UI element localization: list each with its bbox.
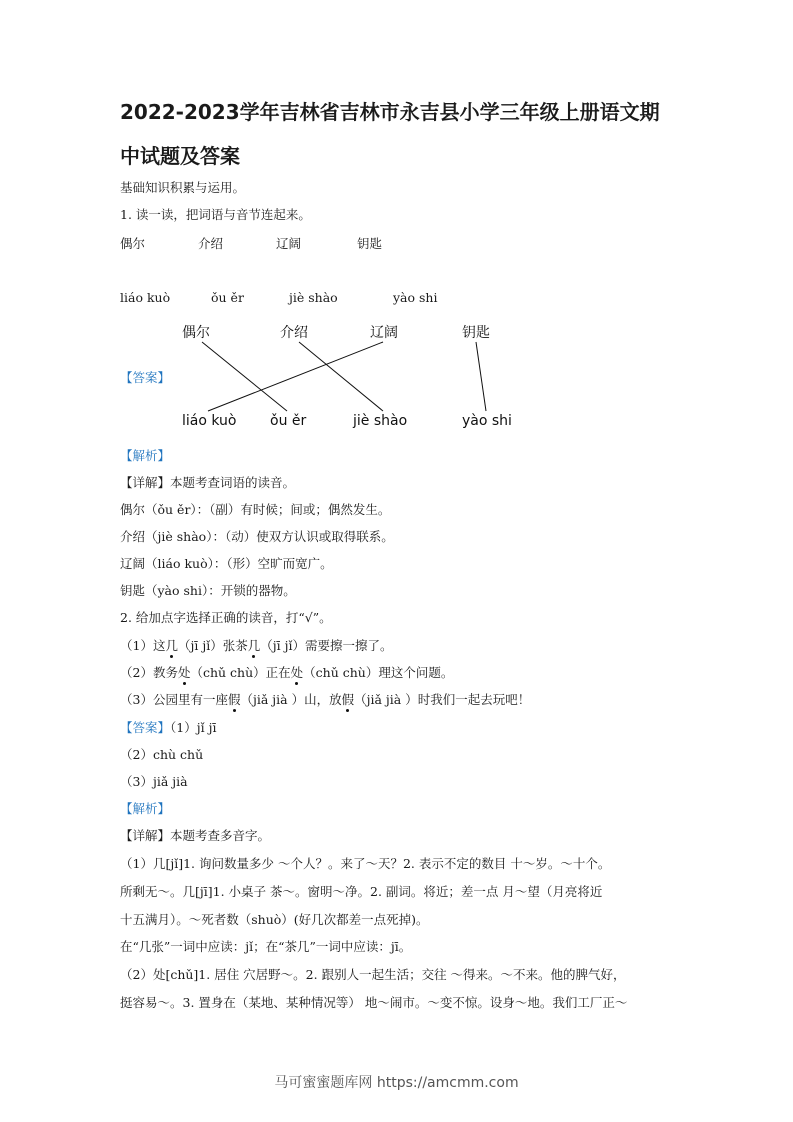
q2-analysis-line: 挺容易～。3. 置身在（某地、某种情况等） 地～闹市。～变不惊。设身～地。我们工厂正～ bbox=[120, 995, 628, 1010]
q2-answer-label: 【答案】 bbox=[120, 720, 171, 735]
q1-word: 辽阔 bbox=[276, 236, 302, 251]
q1-pinyin: jiè shào bbox=[289, 290, 338, 305]
q2-item-text: （jiǎ jià ）山，放 bbox=[240, 692, 342, 707]
answer-diagram-pinyin: liáo kuò bbox=[182, 413, 237, 429]
q2-item-text: （jiǎ jià ）时我们一起去玩吧！ bbox=[354, 692, 531, 707]
answer-diagram-word: 偶尔 bbox=[182, 325, 210, 341]
q1-pinyin: liáo kuò bbox=[120, 290, 171, 305]
answer-diagram-word: 辽阔 bbox=[370, 325, 398, 341]
q2-answer-1: （1）jǐ jī bbox=[170, 720, 217, 735]
document-title-line-2: 中试题及答案 bbox=[120, 144, 240, 168]
dotted-character: 假 bbox=[341, 692, 355, 707]
answer-diagram-word: 钥匙 bbox=[462, 325, 490, 341]
dotted-character: 几 bbox=[165, 638, 178, 653]
connector-line bbox=[208, 342, 383, 411]
q1-explanation: 介绍（jiè shào）：（动）使双方认识或取得联系。 bbox=[120, 529, 394, 544]
q2-analysis-line: 十五满月）。～死者数（shuò）(好几次都差一点死掉)。 bbox=[120, 912, 429, 927]
q2-analysis-line: 在“几张”一词中应读：jǐ；在“茶几”一词中应读：jī。 bbox=[120, 939, 412, 954]
answer-diagram-word: 介绍 bbox=[280, 325, 308, 341]
q2-prompt: 2. 给加点字选择正确的读音，打“√”。 bbox=[120, 610, 332, 625]
dotted-character: 假 bbox=[227, 692, 241, 707]
q2-analysis-line: 所剩无～。几[jī]1. 小桌子 茶～。窗明～净。2. 副词。将近；差一点 月～望（月亮将近 bbox=[120, 884, 603, 899]
connector-line bbox=[202, 342, 287, 411]
q2-item-text: （chǔ chù）理这个问题。 bbox=[303, 665, 454, 680]
answer-diagram-pinyin: yào shi bbox=[462, 413, 512, 429]
q2-item-text: （jī jǐ）张茶 bbox=[177, 638, 248, 653]
q1-pinyin: ǒu ěr bbox=[211, 290, 244, 305]
q2-analysis-line: （1）几[jǐ]1. 询问数量多少 ～个人？。来了～天？2. 表示不定的数目 十～岁。～十个。 bbox=[120, 856, 611, 871]
q2-item-text: （2）教务 bbox=[120, 665, 178, 680]
q2-item-text: （3）公园里有一座 bbox=[120, 692, 228, 707]
connector-line bbox=[476, 342, 486, 411]
connector-line bbox=[299, 342, 383, 411]
q2-detail: 【详解】本题考查多音字。 bbox=[120, 828, 271, 843]
q1-pinyin: yào shi bbox=[393, 290, 438, 305]
q2-answer-line bbox=[120, 720, 216, 736]
answer-diagram-pinyin: ǒu ěr bbox=[270, 413, 307, 429]
dotted-character: 处 bbox=[177, 665, 191, 680]
q1-explanation: 辽阔（liáo kuò）：（形）空旷而宽广。 bbox=[120, 556, 333, 571]
page-footer-watermark: 马可蜜蜜题库网 https://amcmm.com bbox=[274, 1075, 519, 1091]
q1-word: 介绍 bbox=[198, 236, 224, 251]
q2-item-text: （1）这 bbox=[120, 638, 166, 653]
q2-item-text: （jī jǐ）需要擦一擦了。 bbox=[260, 638, 393, 653]
q1-explanation: 偶尔（ǒu ěr）：（副）有时候；间或；偶然发生。 bbox=[120, 502, 391, 517]
dotted-character: 处 bbox=[290, 665, 304, 680]
q2-item-text: （chǔ chù）正在 bbox=[190, 665, 291, 680]
q2-item-2 bbox=[120, 665, 453, 681]
q2-analysis-label: 【解析】 bbox=[120, 801, 171, 816]
q2-answer-2: （2）chù chǔ bbox=[120, 747, 204, 762]
dotted-character: 几 bbox=[247, 638, 261, 653]
answer-diagram-pinyin: jiè shào bbox=[353, 413, 408, 429]
q2-item-1 bbox=[120, 638, 392, 654]
document-title-line-1: 2022-2023学年吉林省吉林市永吉县小学三年级上册语文期 bbox=[120, 100, 660, 124]
q1-prompt: 1. 读一读，把词语与音节连起来。 bbox=[120, 207, 311, 222]
q1-word: 偶尔 bbox=[120, 236, 146, 251]
q1-analysis-label: 【解析】 bbox=[120, 448, 171, 463]
q1-explanation: 钥匙（yào shi）：开锁的器物。 bbox=[120, 583, 296, 598]
q2-analysis-line: （2）处[chǔ]1. 居住 穴居野～。2. 跟别人一起生活；交往 ～得来。～不来。他的脾气好， bbox=[120, 967, 626, 982]
q1-word: 钥匙 bbox=[357, 236, 383, 251]
q1-answer-label: 【答案】 bbox=[120, 370, 171, 385]
q2-item-3 bbox=[120, 692, 530, 708]
q1-detail: 【详解】本题考查词语的读音。 bbox=[120, 475, 296, 490]
q2-answer-3: （3）jiǎ jià bbox=[120, 774, 188, 789]
section-heading: 基础知识积累与运用。 bbox=[120, 180, 246, 195]
